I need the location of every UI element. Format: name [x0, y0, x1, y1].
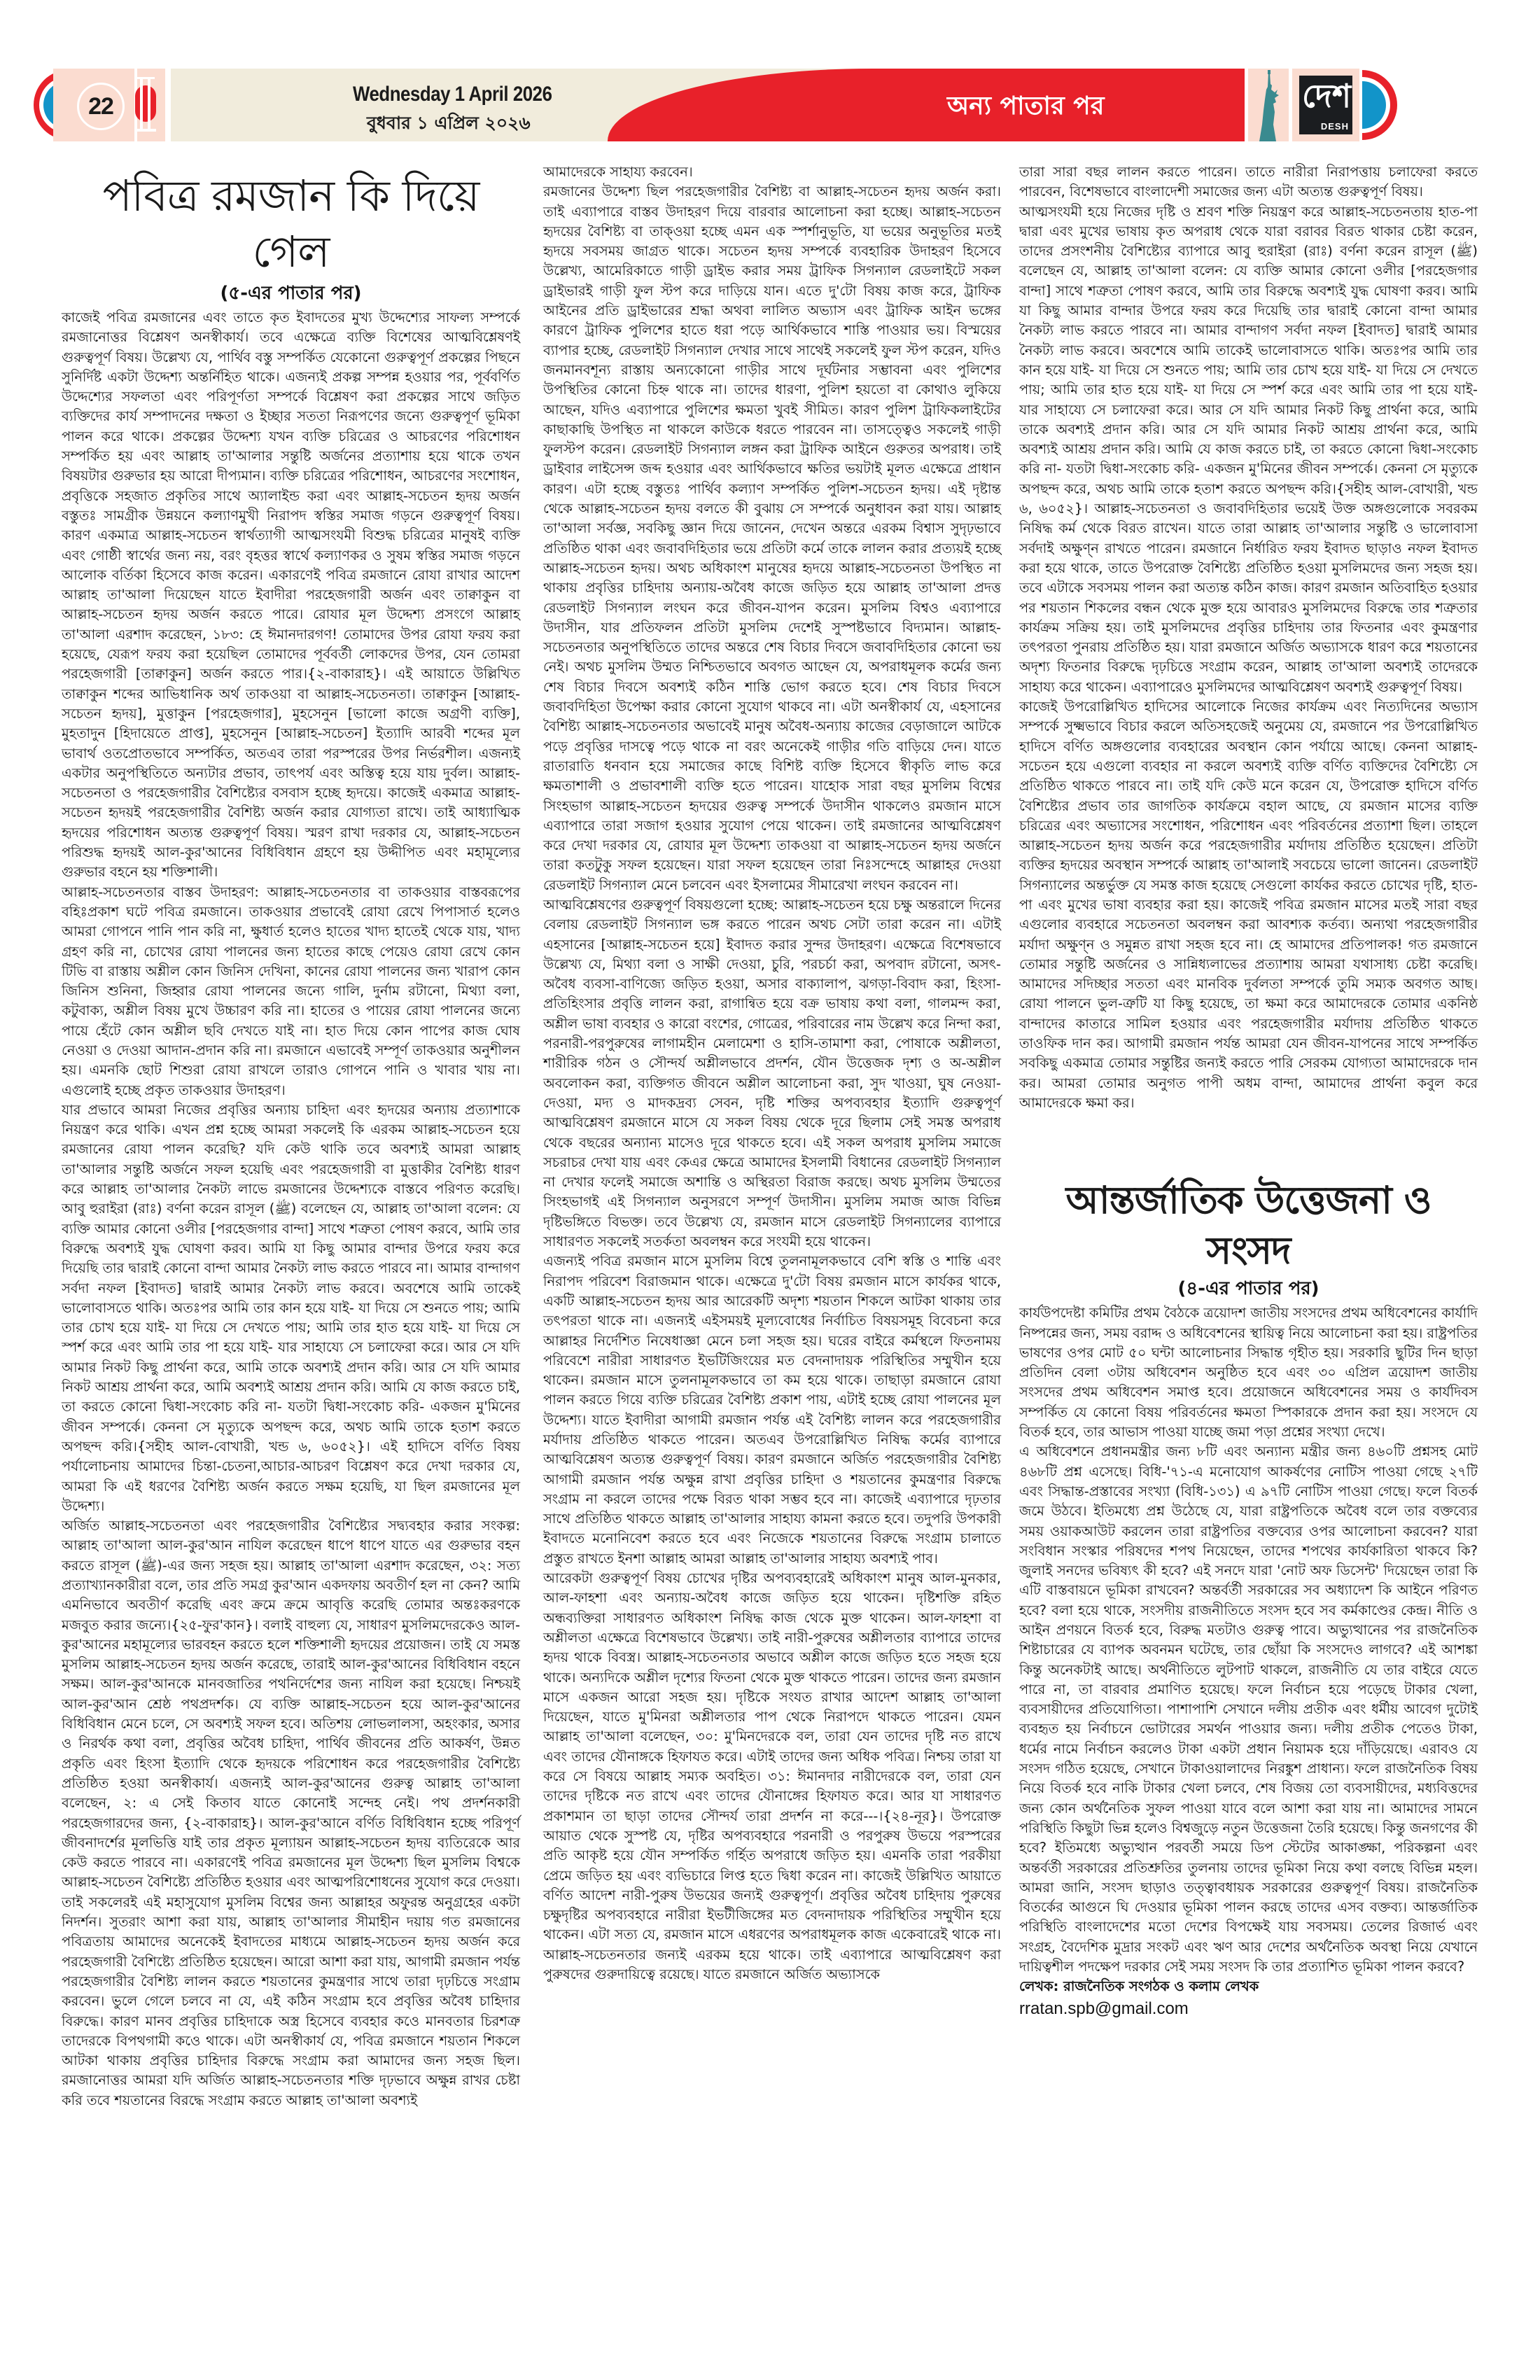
article1-paragraph: আরেকটা গুরুত্বপূর্ণ বিষয় চোখের দৃষ্টির অপব্যবহারেই অধিকাংশ মানুষ আল-মুনকার, আল-ফাহশা এবং অন্যায়-অবৈধ কাজে জড়িত হয়ে থাকেন। দৃষ্টিশক্তি রহিত অন্ধব্যক্তিরা সাধারণত অধিকাংশ নিষিদ্ধ কাজ থেকে মুক্ত থাকেন। আল-ফাহশা বা অশ্লীলতা এক্ষেত্রে বিশেষভাবে উল্লেখ্য। তাই নারী-পুরুষের অশ্লীলতার ব্যাপারে তাদের হৃদয় থাকে বিবস্ত্র। আল্লাহ-সচেতনতার অভাবে অশ্লীল কাজে জড়িত হতে সহজ হয়ে থাকে। অন্যদিকে অশ্লীল দৃশ্যের ফিতনা থেকে মুক্ত থাকতে পারেন। তাদের জন্য রমজান মাসে একজন আরো সহজ হয়। দৃষ্টিকে সংযত রাখার আদেশ আল্লাহ তা'আলা দিয়েছেন, যাতে মু'মিনরা অশ্লীলতার পাপ থেকে নিরাপদে থাকতে পারেন। যেমন আল্লাহ তা'আলা বলেছেন, ৩০: মু'মিনদেরকে বল, তারা যেন তাদের দৃষ্টি নত রাখে এবং তাদের যৌনাঙ্গকে হিফাযত করে। এটাই তাদের জন্য অধিক পবিত্র। নিশ্চয় তারা যা করে সে বিষয়ে আল্লাহ সম্যক অবহিত। ৩১: ঈমানদার নারীদেরকে বল, তারা যেন তাদের দৃষ্টিকে নত রাখে এবং তাদের যৌনাঙ্গের হিফাযত করে। আর যা সাধারণত প্রকাশমান তা ছাড়া তাদের সৌন্দর্য তারা প্রদর্শন না করে---।{২৪-নূর}। উপরোক্ত আয়াত থেকে সুস্পষ্ট যে, দৃষ্টির অপব্যবহারে পরনারী ও পরপুরুষ উভয়ে পরস্পরের প্রতি আকৃষ্ট হয়ে যৌন সম্পর্কিত গর্হিত অপরাধে জড়িত হয়। এমনকি তারা পরকীয়া প্রেমে জড়িত হয় এবং ব্যভিচারে লিপ্ত হতে দ্বিধা করেন না। কাজেই উল্লিখিত আয়াতে বর্ণিত আদেশ নারী-পুরুষ উভয়ের জন্যই গুরুত্বপূর্ণ। প্রবৃত্তির অবৈধ চাহিদায় পুরুষের চক্ষুদৃষ্টির অপব্যবহারে নারীরা ইভটীজিঙ্গের মত বেদনাদায়ক পরিস্থিতির সম্মুখীন হয়ে থাকেন। এটা সত্য যে, রমজান মাসে এধরণের অপরাধমূলক কাজ একেবারেই থাকে না। আল্লাহ-সচেতনতার জন্যই এরকম হয়ে থাকে। তাই এব্যাপারে আত্মবিশ্লেষণ করা পুরুষদের গুরুদায়িত্বে রয়েছে। যাতে রমজানে অর্জিত অভ্যাসকে — [543, 1570, 1001, 1983]
article1-paragraph: আত্মসংযমী হয়ে নিজের দৃষ্টি ও শ্রবণ শক্তি নিয়ন্ত্রণ করে আল্লাহ-সচেতনতায় হাত-পা দ্বারা এবং মুখের ভাষায় কৃত অপরাধ থেকে যারা বরাবর বিরত থাকার চেষ্টা করেন, তাদের প্রসংশনীয় বৈশিষ্ট্যের ব্যাপারে আবু হুরাইরা (রাঃ) বর্ণনা করেন রাসূল (ﷺ) বলেছেন যে, আল্লাহ তা'আলা বলেন: যে ব্যক্তি আমার কোনো ওলীর [পরহেজগার বান্দা] সাথে শত্রুতা পোষণ করবে, আমি তার বিরুদ্ধে অবশ্যই যুদ্ধ ঘোষণা করব। আমি যা কিছু আমার বান্দার উপরে ফরয করে দিয়েছি তার দ্বারাই কোনো বান্দা আমার নৈকট্য লাভ করতে পারবে না। আমার বান্দাগণ সর্বদা নফল [ইবাদত] দ্বারাই আমার নৈকট্য লাভ করবে। অবশেষে আমি তাকেই ভালোবাসতে থাকি। অতঃপর আমি তার কান হয়ে যাই- যা দিয়ে সে শুনতে পায়; আমি তার চোখ হয়ে যাই- যা দিয়ে সে দেখতে পায়; আমি তার হাত হয়ে যাই- যা দিয়ে সে স্পর্শ করে এবং আমি তার পা হয়ে যাই- যার সাহায্যে সে চলাফেরা করে। আর সে যদি আমার নিকট কিছু প্রার্থনা করে, আমি তাকে অবশ্যই প্রদান করি। আর সে যদি আমার নিকট আশ্রয় প্রার্থনা করে, আমি অবশ্যই আশ্রয় প্রদান করি। আমি যে কাজ করতে চাই, তা করতে কোনো দ্বিধা-সংকোচ করি না- যতটা দ্বিধা-সংকোচ করি- একজন মু'মিনের জীবন সম্পর্কে। কেননা সে মৃত্যুকে অপছন্দ করে, অথচ আমি তাকে হতাশ করতে অপছন্দ করি।{সহীহ আল-বোখারী, খন্ড ৬, ৬০৫২}। আল্লাহ-সচেতনতা ও জবাবদিহিতার ভয়েই উক্ত অঙ্গগুলোকে সবরকম নিষিদ্ধ কর্ম থেকে বিরত রাখেন। যাতে তারা আল্লাহ তা'আলার সন্তুষ্টি ও ভালোবাসা সর্বদাই অক্ষুণ্ন রাখতে পারেন। রমজানে নির্ধারিত ফরয ইবাদত ছাড়াও নফল ইবাদত করা হয়ে থাকে, তাতে উপরোক্ত বৈশিষ্ট্যে প্রতিষ্ঠিত হওয়া মুসলিমদের জন্য সহজ হয়। তবে এটাকে সবসময় পালন করা অত্যন্ত কঠিন কাজ। কারণ রমজান অতিবাহিত হওয়ার পর শয়তান শিকলের বন্ধন থেকে মুক্ত হয়ে আবারও মুসলিমদের বিরুদ্ধে তার শত্রুতার কার্যক্রম সক্রিয় হয়। তাই মুসলিমদের প্রবৃত্তির চাহিদায় তার ফিতনার এবং কুমন্ত্রণার তৎপরতা পুনরায় প্রতিষ্ঠিত হয়। যারা রমজানে অর্জিত অভ্যাসকে ধারণ করে শয়তানের অদৃশ্য ফিতনার বিরুদ্ধে দৃঢ়চিত্তে সংগ্রাম করেন, আল্লাহ তা'আলা অবশ্যই তাদেরকে সাহায্য করে থাকেন। এব্যাপারেও মুসলিমদের আত্মবিশ্লেষণ অবশ্যই গুরুত্বপূর্ণ বিষয়। — [1019, 203, 1478, 695]
article2-paragraph: এ অধিবেশনে প্রধানমন্ত্রীর জন্য ৮টি এবং অন্যান্য মন্ত্রীর জন্য ৪৬০টি প্রশ্নসহ মোট ৪৬৮টি প্রশ্ন এসেছে। বিধি-'৭১-এ মনোযোগ আকর্ষণের নোটিস পাওয়া গেছে ২৭টি এবং সিদ্ধান্ত-প্রস্তাবের সংখ্যা (বিধি-১৩১) এ ৯৭টি নোটিস পাওয়া গেছে। ফলে বিতর্ক জমে উঠবে। ইতিমধ্যে প্রশ্ন উঠেছে যে, যারা রাষ্ট্রপতিকে অবৈধ বলে তার বক্তব্যের সময় ওয়াকআউট করলেন তারা রাষ্ট্রপতির বক্তব্যের ওপর আলোচনা করবেন? যারা সংবিধান সংস্কার পরিষদের শপথ নিয়েছেন, তাদের শপথের কার্যকারিতা থাকবে কি? জুলাই সনদের ভবিষ্যৎ কী হবে? এই সনদে যারা 'নোট অফ ডিসেন্ট' দিয়েছেন তারা কি এটি বাস্তবায়নে ভূমিকা রাখবেন? অন্তর্বর্তী সরকারের সব অধ্যাদেশ কি আইনে পরিণত হবে? বলা হয়ে থাকে, সংসদীয় রাজনীতিতে সংসদ হবে সব কর্মকাণ্ডের কেন্দ্র। নীতি ও আইন প্রণয়নে বিতর্ক হবে, বিরুদ্ধ মতটাও গুরুত্ব পাবে। অভ্যুত্থানের পর রাজনৈতিক শিষ্টাচারের যে ব্যাপক অবনমন ঘটেছে, তার ছোঁয়া কি সংসদেও লাগবে? এই আশঙ্কা কিন্তু অনেকটাই আছে। অর্থনীতিতে লুটপাট থাকলে, রাজনীতি যে তার বাইরে যেতে পারে না, তা বারবার প্রমাণিত হয়েছে। ফলে নির্বাচন হয়ে পড়েছে টাকার খেলা, ব্যবসায়ীদের প্রতিযোগিতা। পাশাপাশি সেখানে দলীয় প্রতীক এবং ধর্মীয় আবেগ দুটোই ব্যবহৃত হয় নির্বাচনে ভোটারের সমর্থন পাওয়ার জন্য। দলীয় প্রতীক পেতেও টাকা, ধর্মের নামে নির্বাচন করলেও টাকা একটা প্রধান নিয়ামক হয়ে দাঁড়িয়েছে। এরাবও যে সংসদ গঠিত হয়েছে, সেখানে টাকাওয়ালাদের নিরঙ্কুশ প্রাধান্য। ফলে রাজনৈতিক বিষয় নিয়ে বিতর্ক হবে নাকি টাকার খেলা চলবে, শেষ বিজয় তো ব্যবসায়ীদের, মধ্যবিত্তদের জন্য কোন অর্থনৈতিক সুফল পাওয়া যাবে বলে আশা করা যায় না। আমাদের সামনে পরিস্থিতি কিছুটা ভিন্ন হলেও বিশ্বজুড়ে নতুন উত্তেজনা তৈরি হয়েছে। কিন্তু জনগণের কী হবে? ইতিমধ্যে অভ্যুত্থান পরবর্তী সময়ে ডিপ স্টেটের আকাঙ্ক্ষা, পরিকল্পনা এবং অন্তর্বর্তী সরকারের প্রতিশ্রুতির তুলনায় তাদের ভূমিকা নিয়ে কথা বলছে বিভিন্ন মহল। আমরা জানি, সংসদ ছাড়াও তত্ত্বাবধায়ক সরকারের গুরুত্বপূর্ণ বিষয়। রাজনৈতিক বিতর্কের আগুনে ঘি দেওয়ার ভূমিকা পালন করছে তাদের এসব বক্তব্য। আন্তর্জাতিক পরিস্থিতি বাংলাদেশের মতো দেশের বিপক্ষেই যায় সবসময়। তেলের রিজার্ভ এবং সংগ্রহ, বৈদেশিক মুদ্রার সংকট এবং ঋণ আর দেশের অর্থনৈতিক অবস্থা নিয়ে যেখানে দায়িত্বশীল পদক্ষেপ দরকার সেই সময় সংসদ কি তার প্রত্যাশিত ভূমিকা পালন করবে? — [1019, 1443, 1478, 1975]
section-title: অন্য পাতার পর — [947, 92, 1105, 120]
article1-paragraph: কাজেই উপরোল্লিখিত হাদিসের আলোকে নিজের কার্যক্রম এবং নিত্যদিনের অভ্যাস সম্পর্কে সুক্ষ্মভাবে বিচার করলে অতিসহজেই অনুমেয় যে, রমজানে পর উপরোল্লিখিত হাদিসে বর্ণিত অঙ্গগুলোর ব্যবহারের অবস্থান কোন পর্যায়ে আছে। কেননা আল্লাহ-সচেতন হয়ে এগুলো ব্যবহার না করলে অবশ্যই ব্যক্তি বর্ণিত ব্যক্তিদের বৈশিষ্ট্যে সে প্রতিষ্ঠিত থাকতে পারবে না। তাই যদি কেউ মনে করেন যে, উপরোক্ত হাদিসে বর্ণিত বৈশিষ্ট্যের প্রভাব তার জাগতিক কার্যক্রমে বহাল আছে, যে রমজান মাসের ব্যক্তি চরিত্রের এবং অভ্যাসের সংশোধন, পরিশোধন এবং পরিবর্তনের প্রত্যাশা ছিল। তাহলে আল্লাহ-সচেতন হৃদয় অর্জন করে পরহেজগারীর মর্যাদায় প্রতিষ্ঠিত হয়েছেন। প্রতিটা ব্যক্তির হৃদয়ের অবস্থান সম্পর্কে আল্লাহ তা'আলাই সবচেয়ে ভালো জানেন। রেডলাইট সিগন্যালের অন্তর্ভুক্ত যে সমস্ত কাজ হয়েছে সেগুলো কার্যকর করতে চোখের দৃষ্টি, হাত-পা এবং মুখের ভাষা ব্যবহার করা হয়। কাজেই পবিত্র রমজান মাসের মতই সারা বছর এগুলোর ব্যবহারে সচেতনতা অবলম্বন করা আবশ্যক কর্তব্য। অন্যথা পরহেজগারীর মর্যাদা অক্ষুণ্ন ও সমুন্নত রাখা সহজ হবে না। হে আমাদের প্রতিপালক! গত রমজানে তোমার সন্তুষ্টি অর্জনের ও সান্নিধ্যলাভের প্রত্যাশায় আমরা যথাসাধ্য চেষ্টা করেছি। আমাদের সদিচ্ছার সততা এবং মানবিক দুর্বলতা সম্পর্কে তুমি সম্যক অবগত আছ। রোযা পালনে ভুল-ত্রুটি যা কিছু হয়েছে, তা ক্ষমা করে আমাদেরকে তোমার একনিষ্ঠ বান্দাদের কাতারে সামিল হওয়ার এবং পরহেজগারীর মর্যাদায় প্রতিষ্ঠিত থাকতে তাওফিক দান কর। আগামী রমজান পর্যন্ত আমরা যেন জীবন-যাপনের সাথে সম্পর্কিত সবকিছু একমাত্র তোমার সন্তুষ্টির জন্যই করতে পারি সেরকম যোগ্যতা আমাদেরকে দান কর। আমরা তোমার অনুগত পাপী অধম বান্দা, আমাদের প্রার্থনা কবুল করে আমাদেরকে ক্ষমা কর। — [1019, 699, 1478, 1111]
page-header-band — [34, 69, 1369, 141]
article1-column-2 — [543, 162, 1001, 1984]
article2-byline: লেখক: রাজনৈতিক সংগঠক ও কলাম লেখক — [1019, 1978, 1259, 1995]
statue-box — [1248, 69, 1289, 141]
article1-paragraph: এজন্যই পবিত্র রমজান মাসে মুসলিম বিশ্বে তুলনামূলকভাবে বেশি স্বস্তি ও শান্তি এবং নিরাপদ পরিবেশ বিরাজমান থাকে। এক্ষেত্রে দু'টো বিষয় রমজান মাসে কার্যকর থাকে, একটি আল্লাহ-সচেতন হৃদয় আর আরেকটি অদৃশ্য শয়তান শিকলে আটকা থাকায় তার তৎপরতা থাকে না। এজন্যই এইসময়ই মূল্যবোধের নির্বাচিত বিষয়সমূহ বিবেচনা করে আল্লাহর নির্দেশিত নিষেধাজ্ঞা মেনে চলা সহজ হয়। ঘরের বাইরে কর্মস্থলে ফিতনাময় পরিবেশে নারীরা সাধারণত ইভটিজিংয়ের মত বেদনাদায়ক পরিস্থিতির সম্মুখীন হয়ে থাকেন। রমজান মাসে তুলনামূলকভাবে তা কম হয়ে থাকে। তাছাড়া রমজানে রোযা পালন করতে গিয়ে ব্যক্তি চরিত্রের বৈশিষ্ট্য প্রকাশ পায়, এটাই হচ্ছে রোযা পালনের মূল উদ্দেশ্য। যাতে ইবাদীরা আগামী রমজান পর্যন্ত এই বৈশিষ্ট্য লালন করে পরহেজগারীর মর্যাদায় প্রতিষ্ঠিত থাকতে পারেন। অতএব উপরোল্লিখিত নিষিদ্ধ কর্মের ব্যাপারে আত্মবিশ্লেষণ অত্যন্ত গুরুত্বপূর্ণ বিষয়। কারণ রমজানে অর্জিত পরহেজগারীর বৈশিষ্ট্য আগামী রমজান পর্যন্ত অক্ষুন্ন রাখা প্রবৃত্তির চাহিদা ও শয়তানের কুমন্ত্রণার বিরুদ্ধে সংগ্রাম না করলে তাদের পক্ষে বিরত থাকা সম্ভব হবে না। কাজেই এব্যাপারে দৃঢ়তার সাথে প্রতিষ্ঠিত থাকতে আল্লাহ তা'আলার সাহায্য কামনা করতে হবে। তদুপরি উপকারী ইবাদতে মনোনিবেশ করতে হবে এবং নিজেকে শয়তানের বিরুদ্ধে সংগ্রাম চালাতে প্রস্তুত রাখতে ইনশা আল্লাহ আমরা আল্লাহ তা'আলার সাহায্য অবশ্যই পাব। — [543, 1253, 1001, 1567]
article2-continued-from: (৪-এর পাতার পর) — [1177, 1278, 1320, 1300]
article1-paragraph: আল্লাহ-সচেতনতার বাস্তব উদাহরণ: আল্লাহ-সচেতনতার বা তাকওয়ার বাস্তবরূপের বহিঃপ্রকাশ ঘটে পবিত্র রমজানে। তাকওয়ার প্রভাবেই রোযা রেখে পিপাসার্ত হলেও আমরা গোপনে পানি পান করি না, ক্ষুধার্ত হলেও হাতের খাদ্য হাতেই থেকে যায়, খাদ্য গ্রহণ করি না, চোখের রোযা পালনের জন্য হাতের কাছে পেয়েও রোযা রেখে কোন টিভি বা রাস্তায় অশ্লীল কোন জিনিস দেখিনা, কানের রোযা পালনের জন্য খারাপ কোন জিনিস শুনিনা, জিহ্বার রোযা পালনের জন্যে গালি, দুর্নাম রটানো, মিথ্যা বলা, কটুবাক্য, অশ্লীল বিষয় মুখে উচ্চারণ করি না। হাতের ও পায়ের রোযা পালনের জন্যে পায়ে হেঁটে কোন অশ্লীল ছবি দেখতে যাই না। হাত দিয়ে কোন পাপের কাজ ঘোষ নেওয়া ও দেওয়া আদান-প্রদান করি না। রমজানে এভাবেই সম্পূর্ণ তাকওয়ার অনুশীলন হয়। এমনকি ছোট শিশুরা রোযা রাখলে তারাও গোপনে পানি ও খাবার খায় না। এগুলোই হচ্ছে প্রকৃত তাকওয়ার উদাহরণ। — [62, 883, 520, 1098]
article1-headline: পবিত্র রমজান কি দিয়ে গেল — [102, 170, 479, 277]
date-bengali: বুধবার ১ এপ্রিল ২০২৬ — [367, 113, 531, 133]
article1-paragraph: আত্মবিশ্লেষণের গুরুত্বপূর্ণ বিষয়গুলো হচ্ছে: আল্লাহ-সচেতন হয়ে চক্ষু অন্তরালে দিনের বেলায় রেডলাইট সিগন্যাল ভঙ্গ করতে পারেন অথচ সেটা তারা করেন না। এটাই এহসানের [আল্লাহ-সচেতন হয়ে] ইবাদত করার সুন্দর উদাহরণ। এক্ষেত্রে বিশেষভাবে উল্লেখ্য যে, মিথ্যা বলা ও সাক্ষী দেওয়া, চুরি, পরচর্চা করা, অপবাদ রটানো, অসৎ-অবৈধ ব্যবসা-বাণিজ্যে জড়িত হওয়া, অসার বাক্যালাপ, ঝগড়া-বিবাদ করা, হিংসা-প্রতিহিংসার প্রবৃত্তি লালন করা, রাগান্বিত হয়ে বক্র ভাষায় কথা বলা, গালমন্দ করা, অশ্লীল ভাষা ব্যবহার ও কারো বংশের, গোত্রের, পরিবারের নাম উল্লেখ করে নিন্দা করা, পরনারী-পরপুরুষের লাগামহীন মেলামেশা ও হাসি-তামাশা করা, পোষাকে অশ্লীলতা, শারীরিক গঠন ও সৌন্দর্য অশ্লীলভাবে প্রদর্শন, যৌন উত্তেজক দৃশ্য ও অ-অশ্লীল অবলোকন করা, ব্যক্তিগত জীবনে অশ্লীল আলোচনা করা, সুদ খাওয়া, ঘুষ নেওয়া-দেওয়া, মদ্য ও মাদকদ্রব্য সেবন, দৃষ্টি শক্তির অপব্যবহার ইত্যাদি গুরুত্বপূর্ণ আত্মবিশ্লেষণ রমজানে মাসে যে সকল বিষয় থেকে দূরে ছিলাম সেই সমস্ত অপরাধ থেকে বছরের অন্যান্য মাসেও দূরে থাকতে হবে। এই সকল অপরাধ মুসলিম সমাজে সচরাচর দেখা যায় এবং কেএর ক্ষেত্রে আমাদের ইসলামী বিধানের রেডলাইট সিগন্যাল না দেখার ফলেই সমাজে অশান্তি ও অস্থিরতা বিরাজ করছে। অথচ মুসলিম উম্মতের সিংহভাগই এই সিগন্যাল অনুসরণে সম্পূর্ণ উদাসীন। মুসলিম সমাজ আজ বিভিন্ন দৃষ্টিভঙ্গিতে বিভক্ত। তবে উল্লেখ্য যে, রমজান মাসে রেডলাইট সিগন্যালের ব্যাপারে সাধারণত সকলেই সতর্কতা অবলম্বন করে সংযমী হয়ে থাকেন। — [543, 896, 1001, 1250]
article-separator-space — [1019, 1113, 1478, 1175]
logo-bengali: দেশ — [1302, 77, 1352, 115]
article1-paragraph: তারা সারা বছর লালন করতে পারেন। তাতে নারীরা নিরাপত্তায় চলাফেরা করতে পারবেন, বিশেষভাবে বাংলাদেশী সমাজের জন্য এটা অত্যন্ত গুরুত্বপূর্ণ বিষয়। — [1019, 164, 1478, 200]
article1-paragraph: অর্জিত আল্লাহ-সচেতনতা এবং পরহেজগারীর বৈশিষ্ট্যের সদ্ব্যবহার করার সংকল্প: আল্লাহ তা'আলা আল-কুর'আন নাযিল করেছেন ধাপে ধাপে যাতে এর গুরুভার বহন করতে রাসূল (ﷺ)-এর জন্য সহজ হয়। আল্লাহ তা'আলা এরশাদ করেছেন, ৩২: সত্য প্রত্যাখ্যানকারীরা বলে, তার প্রতি সমগ্র কুর'আন একদফায় অবতীর্ণ হল না কেন? আমি এমনিভাবে অবতীর্ণ করেছি এবং ক্রমে ক্রমে আবৃত্তি করেছি তোমার অন্তঃকরণকে মজবুত করার জন্যে।{২৫-ফুর'কান}। বলাই বাহুল্য যে, সাধারণ মুসলিমদেরকেও আল-কুর'আনের মহামূল্যের ভারবহন করতে হলে শক্তিশালী হৃদয়ের প্রয়োজন। তাই যে সমস্ত মুসলিম আল্লাহ-সচেতন হৃদয় অর্জন করেছে, তারাই আল-কুর'আনের বিধিবিধান বহনে সক্ষম। আল-কুর'আনকে মানবজাতির পথনির্দেশের জন্য নাযিল করা হয়েছে। নিশ্চয়ই আল-কুর'আন শ্রেষ্ঠ পথপ্রদর্শক। যে ব্যক্তি আল্লাহ-সচেতন হয়ে আল-কুর'আনের বিধিবিধান মেনে চলে, সে অবশ্যই সফল হবে। অতিশয় লোভলালসা, অহংকার, অসার ও নিরর্থক কথা বলা, প্রবৃত্তির অবৈধ চাহিদা, পার্থিব জীবনের প্রতি আকর্ষণ, উন্নত প্রকৃতি এবং হিংসা ইত্যাদি থেকে হৃদয়কে পরিশোধন করে পরহেজগারীর বৈশিষ্ট্যে প্রতিষ্ঠিত হওয়া অনস্বীকার্য। এজন্যই আল-কুর'আনের গুরুত্ব আল্লাহ তা'আলা বলেছেন, ২: এ সেই কিতাব যাতে কোনোই সন্দেহ নেই। পথ প্রদর্শনকারী পরহেজগারদের জন্য, {২-বাকারাহ}। আল-কুর'আনে বর্ণিত বিধিবিধান হচ্ছে পরিপূর্ণ জীবনাদর্শের মূলভিত্তি যাই তার প্রকৃত মূল্যায়ন আল্লাহ-সচেতন হৃদয় ব্যতিরেকে আর কেউ করতে পারবে না। একারণেই পবিত্র রমজানের মূল উদ্দেশ্য ছিল মুসলিম বিশ্বকে আল্লাহ-সচেতন বৈশিষ্ট্যে প্রতিষ্ঠিত হওয়ার এবং আত্মপরিশোধনের সুযোগ করে দেওয়া। তাই সকলেরই এই মহাসুযোগ মুসলিম বিশ্বের জন্য আল্লাহর অফুরন্ত অনুগ্রহের একটা নিদর্শন। সুতরাং আশা করা যায়, আল্লাহ তা'আলার সীমাহীন দয়ায় গত রমজানের পবিত্রতায় আমাদের অনেকেই ইবাদতের মাধ্যমে আল্লাহ-সচেতন হৃদয় অর্জন করে পরহেজগারী বৈশিষ্ট্যে প্রতিষ্ঠিত হয়েছেন। আরো আশা করা যায়, আগামী রমজান পর্যন্ত পরহেজগারীর বৈশিষ্ট্য লালন করতে শয়তানের কুমন্ত্রণার সাথে তারা দৃঢ়চিত্তে সংগ্রাম করবেন। ভুলে গেলে চলবে না যে, এই কঠিন সংগ্রাম হবে প্রবৃত্তির অবৈধ চাহিদার বিরুদ্ধে। কারণ মানব প্রবৃত্তির চাহিদাকে অস্ত্র হিসেবে ব্যবহার কওে মানবতার চিরশত্রু তাদেরকে বিপথগামী কওে থাকে। এটা অনস্বীকার্য যে, পবিত্র রমজানে শয়তান শিকলে আটকা থাকায় প্রবৃত্তির চাহিদার বিরুদ্ধে সংগ্রাম করা আমাদের জন্য সহজ ছিল। রমজানোত্তর আমরা যদি অর্জিত আল্লাহ-সচেতনতার শক্তি দৃঢ়ভাবে অক্ষুন্ন রাখর চেষ্টা করি তবে শয়তানের বিরদ্ধে সংগ্রাম করতে আল্লাহ তা'আলা অবশ্যই — [62, 1518, 520, 2108]
article2-author-email[interactable]: rratan.spb@gmail.com — [1019, 1998, 1189, 2018]
newspaper-logo — [1299, 76, 1352, 134]
article2-paragraph: কার্যউপদেষ্টা কমিটির প্রথম বৈঠকে ত্রয়োদশ জাতীয় সংসদের প্রথম অধিবেশনের কার্যাদি নিষ্পন্নের জন্য, সময় বরাদ্দ ও অধিবেশনের স্থায়িত্ব নিয়ে আলোচনা করা হয়। রাষ্ট্রপতির ভাষণের ওপর মোট ৫০ ঘন্টা আলোচনার সিদ্ধান্ত গৃহীত হয়। সরকারি ছুটির দিন ছাড়া প্রতিদিন বেলা ৩টায় অধিবেশন অনুষ্ঠিত হবে এবং ৩০ এপ্রিল ত্রয়োদশ জাতীয় সংসদের প্রথম অধিবেশন সমাপ্ত হবে। প্রয়োজনে অধিবেশনের সময় ও কার্যদিবস সম্পর্কিত যে কোনো বিষয় পরিবর্তনের ক্ষমতা স্পিকারকে প্রদান করা হয়। সংসদে যে বিতর্ক হবে, তার আভাস পাওয়া যাচ্ছে জমা পড়া প্রশ্নের সংখ্যা দেখে। — [1019, 1305, 1478, 1441]
article1-paragraph: কাজেই পবিত্র রমজানের এবং তাতে কৃত ইবাদতের মুখ্য উদ্দেশ্যের সাফল্য সম্পর্কে রমজানোত্তর বিশ্লেষণ অনস্বীকার্য। তবে এক্ষেত্রে ব্যক্তি বিশেষের আত্মবিশ্লেষণই গুরুত্বপূর্ণ বিষয়। উল্লেখ্য যে, পার্থিব বস্তু সম্পর্কিত যেকোনো গুরুত্বপূর্ণ প্রকল্পের পিছনে সুনির্দিষ্ট একটা উদ্দেশ্য অন্তর্নিহিত থাকে। এজন্যই প্রকল্প সম্পন্ন হওয়ার পর, পূর্ববর্ণিত উদ্দেশ্যের সফলতা এবং পরিপূর্ণতা সম্পর্কে বিশ্লেষণ করা প্রকল্পের সাথে জড়িত ব্যক্তিদের কার্য সম্পাদনের দক্ষতা ও ইচ্ছার সততা নিরূপণের জন্যে গুরুত্বপূর্ণ ভূমিকা পালন করে থাকে। প্রকল্পের উদ্দেশ্য যখন ব্যক্তি চরিত্রের ও আচরণের পরিশোধন সম্পর্কিত হয় এবং আল্লাহ তা'আলার সন্তুষ্টি অর্জনের প্রত্যাশায় হয়ে থাকে তখন বিষয়টার গুরুভার হয় আরো দীপ্যমান। ব্যক্তি চরিত্রের পরিশোধন, আচরণের সংশোধন, প্রবৃত্তিকে সহজাত প্রকৃতির সাথে অ্যালাইন্ড করা এবং আল্লাহ-সচেতন হৃদয় অর্জন বস্তুতঃ সামগ্রীক উন্নয়নে কল্যাণমুখী নিরাপদ স্বস্তির সমাজ গড়নে গুরুত্বপূর্ণ বিষয়। কারণ একমাত্র আল্লাহ-সচেতন স্বার্থত্যাগী আত্মসংযমী বিশুদ্ধ চরিত্রের মানুষই ব্যক্তি এবং গোষ্ঠী স্বার্থের জন্য নয়, বরং বৃহত্তর স্বার্থে কল্যাণকর ও সুষম স্বস্তির সমাজ গড়নে আলোক বর্তিকা হিসেবে কাজ করেন। একারণেই পবিত্র রমজানে রোযা রাখার আদেশ আল্লাহ তা'আলা দিয়েছেন যাতে ইবাদীরা পরহেজগারী অর্জন এবং তাক্বাকুন বা আল্লাহ-সচেতন হৃদয় অর্জন করতে পারে। রোযার মূল উদ্দেশ্য প্রসংগে আল্লাহ তা'আলা এরশাদ করেছেন, ১৮৩: হে ঈমানদারগণ! তোমাদের উপর রোযা ফরয করা হয়েছে, যেরূপ ফরয করা হয়েছিল তোমাদের পূর্ববর্তী লোকদের উপর, যেন তোমরা পরহেজগারী [তাক্বাকুন] অর্জন করতে পার।{২-বাকারাহ}। এই আয়াতে উল্লিখিত তাক্বাকুন শব্দের আভিধানিক অর্থ তাকওয়া বা আল্লাহ-সচেতনতা। তাক্বাকুন [আল্লাহ-সচেতন হৃদয়], মুত্তাকুন [পরহেজগার], মুহসেনুন [ভালো কাজে অগ্রণী ব্যক্তি], মুহতাদুন [হিদায়েতে প্রাপ্ত], মুহসেনুন [আল্লাহ-সচেতন] ইত্যাদি আরবী শব্দের মূল ভাবার্থ ওতপ্রোতভাবে সম্পর্কিত, অতএব তারা পরস্পরের উপর নির্ভরশীল। এজন্যই একটার অনুপস্থিতিতে অন্যটার প্রভাব, তাৎপর্য এবং অস্তিত্ব হয়ে যায় দুর্বল। আল্লাহ-সচেতনতা ও পরহেজগারীর বৈশিষ্ট্যের বসবাস হচ্ছে হৃদয়ে। কাজেই একমাত্র আল্লাহ-সচেতন হৃদয়ই পরহেজগারীর বৈশিষ্ট্য অর্জন করার যোগ্যতা রাখে। তাই আধ্যাত্মিক হৃদয়ের পরিশোধন অত্যন্ত গুরুত্বপূর্ণ বিষয়। স্মরণ রাখা দরকার যে, আল্লাহ-সচেতন পরিশুদ্ধ হৃদয়ই আল-কুর'আনের বিধিবিধান গ্রহণে হয় উদ্দীপিত এবং মহামূল্যের গুরুভার বহনে হয় শক্তিশালী। — [62, 309, 520, 881]
article1-paragraph: যার প্রভাবে আমরা নিজের প্রবৃত্তির অন্যায় চাহিদা এবং হৃদয়ের অন্যায় প্রত্যাশাকে নিয়ন্ত্রণ করে থাকি। এখন প্রশ্ন হচ্ছে আমরা সকলেই কি এরকম আল্লাহ-সচেতন হয়ে রমজানের রোযা পালন করেছি? যদি কেউ থাকি তবে অবশ্যই আমরা আল্লাহ তা'আলার সন্তুষ্টি অর্জনে সফল হয়েছি এবং পরহেজগারী বা মুত্তাকীর বৈশিষ্ট্য ধারণ করে আল্লাহ তা'আলার নৈকট্য লাভে রমজানের উদ্দেশ্যকে বাস্তবে পরিণত করেছি। আবু হুরাইরা (রাঃ) বর্ণনা করেন রাসূল (ﷺ) বলেছেন যে, আল্লাহ তা'আলা বলেন: যে ব্যক্তি আমার কোনো ওলীর [পরহেজগার বান্দা] সাথে শত্রুতা পোষণ করবে, আমি তার বিরুদ্ধে অবশ্যই যুদ্ধ ঘোষণা করব। আমি যা কিছু আমার বান্দার উপরে ফরয করে দিয়েছি তার দ্বারাই কোনো বান্দা আমার নৈকট্য লাভ করতে পারবে না। আমার বান্দাগণ সর্বদা নফল [ইবাদত] দ্বারাই আমার নৈকট্য লাভ করবে। অবশেষে আমি তাকেই ভালোবাসতে থাকি। অতঃপর আমি তার কান হয়ে যাই- যা দিয়ে সে শুনতে পায়; আমি তার চোখ হয়ে যাই- যা দিয়ে সে দেখতে পায়; আমি তার হাত হয়ে যাই- যা দিয়ে সে স্পর্শ করে এবং আমি তার পা হয়ে যাই- যার সাহায্যে সে চলাফেরা করে। আর সে যদি আমার নিকট কিছু প্রার্থনা করে, আমি তাকে অবশ্যই প্রদান করি। আর সে যদি আমার নিকট আশ্রয় প্রার্থনা করে, আমি অবশ্যই আশ্রয় প্রদান করি। আমি যে কাজ করতে চাই, তা করতে কোনো দ্বিধা-সংকোচ করি না- যতটা দ্বিধা-সংকোচ করি- একজন মু'মিনের জীবন সম্পর্কে। কেননা সে মৃত্যুকে অপছন্দ করে, অথচ আমি তাকে হতাশ করতে অপছন্দ করি।{সহীহ আল-বোখারী, খন্ড ৬, ৬০৫২}। এই হাদিসে বর্ণিত বিষয় পর্যালোচনায় আমাদের চিন্তা-চেতনা,আচার-আচরণ বিশ্লেষণ করে দেখা দরকার যে, আমরা কি এই ধরণের বৈশিষ্ট্য অর্জন করতে সক্ষম হয়েছি, যা ছিল রমজানের মূল উদ্দেশ্য। — [62, 1101, 520, 1514]
date-english: Wednesday 1 April 2026 — [353, 83, 552, 106]
logo-english: DESH — [1320, 121, 1349, 132]
bangladesh-flag-icon — [134, 76, 158, 134]
page-number: 22 — [88, 92, 113, 120]
article2-headline: আন্তর্জাতিক উত্তেজনা ও সংসদ — [1065, 1177, 1432, 1273]
page-number-circle — [77, 83, 125, 130]
newspaper-logo-box — [1292, 69, 1359, 141]
article1-paragraph: আমাদেরকে সাহায্য করবেন। — [543, 164, 693, 180]
column-3 — [1019, 162, 1478, 2021]
article1-continued-from: (৫-এর পাতার পর) — [220, 283, 362, 304]
article1-paragraph: রমজানের উদ্দেশ্য ছিল পরহেজগারীর বৈশিষ্ট্য বা আল্লাহ-সচেতন হৃদয় অর্জন করা। তাই এব্যাপারে বাস্তব উদাহরণ দিয়ে বারবার আলোচনা করা হচ্ছে। আল্লাহ-সচেতন হৃদয়ের বৈশিষ্ট্য বা তাক্ওয়া হচ্ছে এমন এক স্পর্শানুভূতি, যা ভয়ের অনুভূতির মতই হৃদয়ে সবসময় জাগ্রত থাকে। সচেতন হৃদয় সম্পর্কে ব্যবহারিক উদাহরণ হিসেবে উল্লেখ্য, আমেরিকাতে গাড়ী ড্রাইভ করার সময় ট্রাফিক সিগন্যাল রেডলাইটে সকল ড্রাইভারই গাড়ী ফুল স্টপ করে দাড়িয়ে যান। এতে দু'টো বিষয় কাজ করে, ট্রাফিক আইনের প্রতি ড্রাইভারের শ্রদ্ধা অথবা লালিত অভ্যাস এবং ট্রাফিক আইন ভঙ্গের কারণে ট্রাফিক পুলিশের হাতে ধরা পড়ে আর্থিকভাবে শাস্তি পাওয়ার ভয়। বিস্ময়ের ব্যাপার হচ্ছে, রেডলাইট সিগন্যাল দেখার সাথে সাথেই সকলেই ফুল স্টপ করেন, যদিও জনমানবশূন্য রাস্তায় অন্যকোনো গাড়ীর সাথে দূর্ঘটনার সম্ভাবনা এবং পুলিশের উপস্থিতির কোনো চিহ্ন থাকে না। তাদের ধারণা, পুলিশ হয়তো বা কোথাও লুকিয়ে আছেন, যদিও এব্যাপারে পুলিশের ক্ষমতা খুবই সীমিত। কারণ পুলিশ ট্রাফিকলাইটের কাছাকাছি উপস্থিত না থাকলে কাউকে ধরতে পারবেন না। তাসত্ত্বেও সকলেই গাড়ী ফুলস্টপ করেন। রেডলাইট সিগন্যাল লঙ্গন করা ট্রাফিক আইনে গুরুতর অপরাধ। তাই ড্রাইবার লাইসেন্স জব্দ হওয়ার এবং আর্থিকভাবে ক্ষতির ভয়টাই মূলত এক্ষেত্রে প্রাধান কারণ। এটা হচ্ছে বস্তুতঃ পার্থিব কল্যাণ সম্পর্কিত পুলিশ-সচেতন হৃদয়। এই দৃষ্টান্ত থেকে আল্লাহ-সচেতন হৃদয় বলতে কী বুঝায় সে সম্পর্কে অনুধাবন করা যায়। আল্লাহ তা'আলা সর্বজ্ঞ, সবকিছু জ্ঞান দিয়ে জানেন, দেখেন অন্তরে এরকম বিশ্বাস সুদৃঢ়ভাবে প্রতিষ্ঠিত থাকা এবং জবাবদিহিতার ভয়ে প্রতিটা কর্মে তাকে লালন করার প্রত্যয়ই হচ্ছে আল্লাহ-সচেতন হৃদয়। অথচ অধিকাংশ মানুষের হৃদয়ে আল্লাহ-সচেতনতা উপস্থিত না থাকায় প্রবৃত্তির চাহিদায় অন্যায়-অবৈধ কাজে জড়িত হয়ে আল্লাহ তা'আলা প্রদত্ত রেডলাইট সিগন্যাল লংঘন করে জীবন-যাপন করেন। মুসলিম বিশ্বও এব্যাপারে উদাসীন, যার প্রতিফলন প্রতিটা মুসলিম দেশেই সুস্পষ্টভাবে বিদ্যমান। আল্লাহ-সচেতনতার অনুপস্থিতিতে তাদের অন্তরে শেষ বিচার দিবসে জবাবদিহিতার কোনো ভয় নেই। অথচ মুসলিম উম্মত নিশ্চিতভাবে অবগত আছেন যে, অপরাধমূলক কর্মের জন্য শেষ বিচার দিবসে অবশ্যই কঠিন শাস্তি ভোগ করতে হবে। শেষ বিচার দিবসে জবাবদিহিতা উপেক্ষা করার কোনো সুযোগ থাকবে না। এটা অনস্বীকার্য যে, এহসানের বৈশিষ্ট্য আল্লাহ-সচেতনতার অভাবেই মানুষ অবৈধ-অন্যায় কাজের বেড়াজালে আটকে পড়ে প্রবৃত্তির দাসত্বে পড়ে থাকে না বরং অনেকেই গাড়ীর গতি বাড়িয়ে দেন। যাতে রাতারাতি ধনবান হয়ে সমাজের কাছে বিশিষ্ট ব্যক্তি হিসেবে স্বীকৃতি লাভ করে ক্ষমতাশালী ও প্রভাবশালী ব্যক্তি হতে পারেন। যাহোক সারা বছর মুসলিম বিশ্বের সিংহভাগ আল্লাহ-সচেতন হৃদয়ের গুরুত্ব সম্পর্কে উদাসীন থাকলেও রমজান মাসে এব্যাপারে তারা সজাগ হওয়ার সুযোগ পেয়ে থাকেন। তাই রমজানের আত্মবিশ্লেষণ করে দেখা দরকার যে, রোযার মূল উদ্দেশ্য তাকওয়া বা আল্লাহ-সচেতন হৃদয় অর্জনে তারা কতটুকু সফল হয়েছেন। যারা সফল হয়েছেন তারা নিঃসন্দেহে আল্লাহর দেওয়া রেডলাইট সিগন্যাল মেনে চলবেন এবং ইসলামের সীমারেখা লংঘন করবেন না। — [543, 183, 1001, 893]
page-number-box — [53, 69, 134, 141]
statue-of-liberty-icon — [1248, 69, 1289, 141]
article1-column-1 — [62, 162, 520, 2110]
right-ring-ornament — [1362, 70, 1397, 140]
